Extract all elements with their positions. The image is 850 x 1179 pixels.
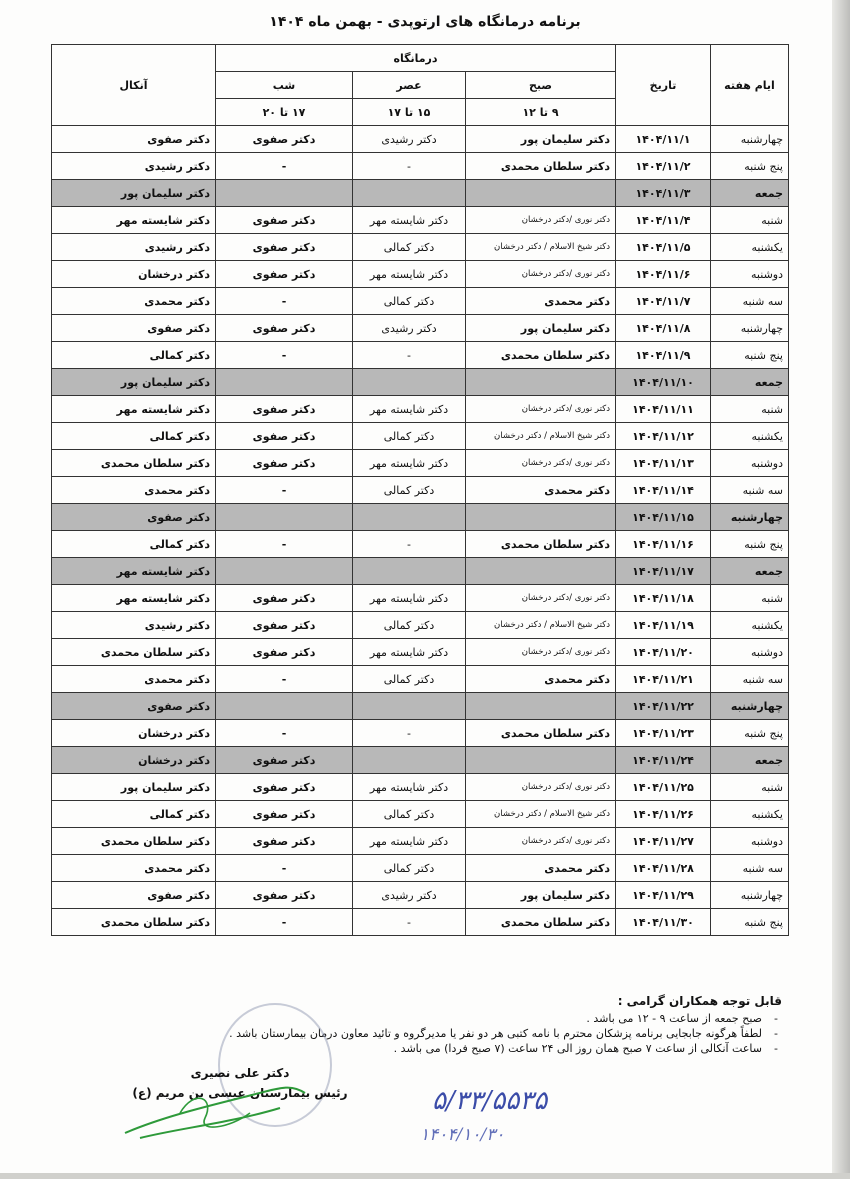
sobh-cell: دکتر سلطان محمدی bbox=[466, 531, 616, 558]
asr-cell: دکتر کمالی bbox=[353, 234, 466, 261]
date-cell: ۱۴۰۴/۱۱/۲۳ bbox=[616, 720, 711, 747]
note-text: ساعت آنکالی از ساعت ۷ صبح همان روز الی ۲۴ ساعت (۷ صبح فردا) می باشد . bbox=[393, 1042, 762, 1055]
sobh-cell: دکتر محمدی bbox=[466, 855, 616, 882]
sobh-cell: دکتر محمدی bbox=[466, 477, 616, 504]
sobh-cell: دکتر نوری /دکتر درخشان bbox=[466, 261, 616, 288]
asr-cell: دکتر کمالی bbox=[353, 666, 466, 693]
date-cell: ۱۴۰۴/۱۱/۲۹ bbox=[616, 882, 711, 909]
table-row bbox=[52, 450, 789, 477]
date-cell: ۱۴۰۴/۱۱/۱۷ bbox=[616, 558, 711, 585]
day-cell: یکشنبه bbox=[711, 423, 789, 450]
day-cell: جمعه bbox=[711, 558, 789, 585]
day-cell: جمعه bbox=[711, 180, 789, 207]
shab-cell: - bbox=[216, 153, 353, 180]
ankal-cell: دکتر صفوی bbox=[52, 315, 216, 342]
table-row bbox=[52, 396, 789, 423]
date-cell: ۱۴۰۴/۱۱/۲۰ bbox=[616, 639, 711, 666]
sobh-cell: دکتر سلطان محمدی bbox=[466, 720, 616, 747]
ankal-cell: دکتر سلطان محمدی bbox=[52, 450, 216, 477]
note-text: صبح جمعه از ساعت ۹ - ۱۲ می باشد . bbox=[586, 1012, 762, 1025]
asr-cell: دکتر شایسته مهر bbox=[353, 828, 466, 855]
handwritten-date: ۱۴۰۴/۱۰/۳۰ bbox=[420, 1125, 505, 1145]
ankal-cell: دکتر شایسته مهر bbox=[52, 207, 216, 234]
ankal-cell: دکتر صفوی bbox=[52, 504, 216, 531]
sobh-cell: دکتر نوری /دکتر درخشان bbox=[466, 207, 616, 234]
ankal-cell: دکتر صفوی bbox=[52, 882, 216, 909]
day-cell: چهارشنبه bbox=[711, 126, 789, 153]
shab-cell: دکتر صفوی bbox=[216, 774, 353, 801]
ankal-cell: دکتر درخشان bbox=[52, 261, 216, 288]
table-row bbox=[52, 801, 789, 828]
day-cell: دوشنبه bbox=[711, 450, 789, 477]
day-cell: سه شنبه bbox=[711, 288, 789, 315]
date-cell: ۱۴۰۴/۱۱/۲۴ bbox=[616, 747, 711, 774]
sobh-cell: دکتر سلیمان پور bbox=[466, 315, 616, 342]
shab-cell: دکتر صفوی bbox=[216, 639, 353, 666]
asr-cell: دکتر رشیدی bbox=[353, 126, 466, 153]
sobh-cell: دکتر نوری /دکتر درخشان bbox=[466, 450, 616, 477]
day-cell: سه شنبه bbox=[711, 666, 789, 693]
ankal-cell: دکتر سلطان محمدی bbox=[52, 639, 216, 666]
sobh-cell: دکتر نوری /دکتر درخشان bbox=[466, 585, 616, 612]
shab-cell: دکتر صفوی bbox=[216, 612, 353, 639]
shab-cell bbox=[216, 693, 353, 720]
asr-cell: دکتر شایسته مهر bbox=[353, 396, 466, 423]
shab-cell: دکتر صفوی bbox=[216, 315, 353, 342]
asr-cell: دکتر کمالی bbox=[353, 477, 466, 504]
asr-cell: - bbox=[353, 531, 466, 558]
day-cell: چهارشنبه bbox=[711, 315, 789, 342]
asr-cell: دکتر شایسته مهر bbox=[353, 450, 466, 477]
ankal-cell: دکتر شایسته مهر bbox=[52, 558, 216, 585]
table-row bbox=[52, 828, 789, 855]
table-row bbox=[52, 666, 789, 693]
table-row bbox=[52, 180, 789, 207]
schedule-rows bbox=[52, 126, 789, 936]
date-cell: ۱۴۰۴/۱۱/۴ bbox=[616, 207, 711, 234]
date-cell: ۱۴۰۴/۱۱/۱۱ bbox=[616, 396, 711, 423]
table-row bbox=[52, 342, 789, 369]
shab-cell bbox=[216, 504, 353, 531]
asr-cell bbox=[353, 693, 466, 720]
day-cell: شنبه bbox=[711, 585, 789, 612]
sobh-cell: دکتر شیخ الاسلام / دکتر درخشان bbox=[466, 612, 616, 639]
header-shab: شب bbox=[216, 72, 353, 99]
sobh-cell: دکتر محمدی bbox=[466, 288, 616, 315]
sobh-cell: دکتر نوری /دکتر درخشان bbox=[466, 828, 616, 855]
asr-cell bbox=[353, 369, 466, 396]
page-edge-shadow bbox=[832, 0, 850, 1179]
ankal-cell: دکتر درخشان bbox=[52, 720, 216, 747]
note-item: - ساعت آنکالی از ساعت ۷ صبح همان روز الی ۲۴ ساعت (۷ صبح فردا) می باشد . bbox=[393, 1042, 778, 1055]
header-asr: عصر bbox=[353, 72, 466, 99]
day-cell: چهارشنبه bbox=[711, 882, 789, 909]
ankal-cell: دکتر صفوی bbox=[52, 693, 216, 720]
table-row bbox=[52, 504, 789, 531]
ankal-cell: دکتر محمدی bbox=[52, 666, 216, 693]
shab-cell: - bbox=[216, 288, 353, 315]
table-row bbox=[52, 693, 789, 720]
header-asr-time: ۱۵ تا ۱۷ bbox=[353, 99, 466, 126]
asr-cell: دکتر کمالی bbox=[353, 612, 466, 639]
day-cell: چهارشنبه bbox=[711, 504, 789, 531]
date-cell: ۱۴۰۴/۱۱/۲۸ bbox=[616, 855, 711, 882]
day-cell: شنبه bbox=[711, 774, 789, 801]
asr-cell: دکتر کمالی bbox=[353, 855, 466, 882]
shab-cell: دکتر صفوی bbox=[216, 585, 353, 612]
note-item: - صبح جمعه از ساعت ۹ - ۱۲ می باشد . bbox=[586, 1012, 778, 1025]
asr-cell: دکتر شایسته مهر bbox=[353, 774, 466, 801]
asr-cell: - bbox=[353, 153, 466, 180]
ankal-cell: دکتر سلطان محمدی bbox=[52, 909, 216, 936]
asr-cell bbox=[353, 558, 466, 585]
day-cell: جمعه bbox=[711, 747, 789, 774]
day-cell: چهارشنبه bbox=[711, 693, 789, 720]
date-cell: ۱۴۰۴/۱۱/۷ bbox=[616, 288, 711, 315]
date-cell: ۱۴۰۴/۱۱/۱۸ bbox=[616, 585, 711, 612]
shab-cell: دکتر صفوی bbox=[216, 450, 353, 477]
table-row bbox=[52, 909, 789, 936]
shab-cell bbox=[216, 369, 353, 396]
ankal-cell: دکتر محمدی bbox=[52, 855, 216, 882]
asr-cell: دکتر رشیدی bbox=[353, 315, 466, 342]
sobh-cell: دکتر شیخ الاسلام / دکتر درخشان bbox=[466, 801, 616, 828]
ankal-cell: دکتر کمالی bbox=[52, 801, 216, 828]
header-sobh: صبح bbox=[466, 72, 616, 99]
signer-name: دکتر علی نصیری bbox=[190, 1066, 290, 1080]
day-cell: دوشنبه bbox=[711, 261, 789, 288]
day-cell: شنبه bbox=[711, 207, 789, 234]
header-shab-time: ۱۷ تا ۲۰ bbox=[216, 99, 353, 126]
signer-role: رئیس بیمارستان عیسی بن مریم (ع) bbox=[132, 1086, 348, 1100]
table-row bbox=[52, 639, 789, 666]
header-sobh-time: ۹ تا ۱۲ bbox=[466, 99, 616, 126]
day-cell: یکشنبه bbox=[711, 612, 789, 639]
table-row bbox=[52, 558, 789, 585]
sobh-cell: دکتر محمدی bbox=[466, 666, 616, 693]
shab-cell: دکتر صفوی bbox=[216, 423, 353, 450]
shab-cell: دکتر صفوی bbox=[216, 261, 353, 288]
day-cell: سه شنبه bbox=[711, 477, 789, 504]
asr-cell: - bbox=[353, 342, 466, 369]
note-item: - لطفاً هرگونه جابجایی برنامه پزشکان محترم با نامه کتبی هر دو نفر یا مدیرگروه و تائید معاون درمان بیمارستان باشد . bbox=[229, 1027, 778, 1040]
shab-cell: - bbox=[216, 720, 353, 747]
date-cell: ۱۴۰۴/۱۱/۲۷ bbox=[616, 828, 711, 855]
table-row bbox=[52, 126, 789, 153]
day-cell: دوشنبه bbox=[711, 639, 789, 666]
date-cell: ۱۴۰۴/۱۱/۱۵ bbox=[616, 504, 711, 531]
date-cell: ۱۴۰۴/۱۱/۸ bbox=[616, 315, 711, 342]
asr-cell: دکتر کمالی bbox=[353, 801, 466, 828]
sobh-cell: دکتر شیخ الاسلام / دکتر درخشان bbox=[466, 234, 616, 261]
sobh-cell bbox=[466, 504, 616, 531]
ankal-cell: دکتر سلیمان پور bbox=[52, 369, 216, 396]
day-cell: یکشنبه bbox=[711, 801, 789, 828]
ankal-cell: دکتر سلیمان پور bbox=[52, 180, 216, 207]
sobh-cell: دکتر نوری /دکتر درخشان bbox=[466, 396, 616, 423]
shab-cell: - bbox=[216, 666, 353, 693]
date-cell: ۱۴۰۴/۱۱/۲۲ bbox=[616, 693, 711, 720]
sobh-cell: دکتر سلطان محمدی bbox=[466, 909, 616, 936]
sobh-cell bbox=[466, 747, 616, 774]
ankal-cell: دکتر سلطان محمدی bbox=[52, 828, 216, 855]
header-date: تاریخ bbox=[616, 45, 711, 126]
ankal-cell: دکتر رشیدی bbox=[52, 612, 216, 639]
table-row bbox=[52, 207, 789, 234]
ankal-cell: دکتر رشیدی bbox=[52, 153, 216, 180]
asr-cell: دکتر شایسته مهر bbox=[353, 261, 466, 288]
table-row bbox=[52, 882, 789, 909]
shab-cell: - bbox=[216, 342, 353, 369]
sobh-cell: دکتر سلیمان پور bbox=[466, 126, 616, 153]
shab-cell: - bbox=[216, 531, 353, 558]
day-cell: یکشنبه bbox=[711, 234, 789, 261]
table-row bbox=[52, 261, 789, 288]
shab-cell: - bbox=[216, 909, 353, 936]
date-cell: ۱۴۰۴/۱۱/۶ bbox=[616, 261, 711, 288]
shab-cell: دکتر صفوی bbox=[216, 207, 353, 234]
asr-cell: دکتر کمالی bbox=[353, 288, 466, 315]
header-clinic: درمانگاه bbox=[216, 45, 616, 72]
table-row bbox=[52, 234, 789, 261]
sobh-cell bbox=[466, 369, 616, 396]
shab-cell: دکتر صفوی bbox=[216, 126, 353, 153]
page-edge-bottom bbox=[0, 1173, 850, 1179]
sobh-cell: دکتر شیخ الاسلام / دکتر درخشان bbox=[466, 423, 616, 450]
sobh-cell bbox=[466, 558, 616, 585]
schedule-table bbox=[51, 44, 789, 936]
shab-cell: دکتر صفوی bbox=[216, 828, 353, 855]
day-cell: پنج شنبه bbox=[711, 342, 789, 369]
shab-cell: - bbox=[216, 477, 353, 504]
notes-heading: قابل توجه همکاران گرامی : bbox=[617, 994, 782, 1008]
ankal-cell: دکتر محمدی bbox=[52, 288, 216, 315]
date-cell: ۱۴۰۴/۱۱/۱۹ bbox=[616, 612, 711, 639]
day-cell: پنج شنبه bbox=[711, 720, 789, 747]
ankal-cell: دکتر درخشان bbox=[52, 747, 216, 774]
table-row bbox=[52, 531, 789, 558]
shab-cell: دکتر صفوی bbox=[216, 801, 353, 828]
day-cell: جمعه bbox=[711, 369, 789, 396]
shab-cell: دکتر صفوی bbox=[216, 747, 353, 774]
day-cell: شنبه bbox=[711, 396, 789, 423]
ankal-cell: دکتر کمالی bbox=[52, 342, 216, 369]
date-cell: ۱۴۰۴/۱۱/۱۳ bbox=[616, 450, 711, 477]
table-row bbox=[52, 720, 789, 747]
table-row bbox=[52, 612, 789, 639]
table-row bbox=[52, 369, 789, 396]
date-cell: ۱۴۰۴/۱۱/۲۶ bbox=[616, 801, 711, 828]
day-cell: پنج شنبه bbox=[711, 531, 789, 558]
shab-cell: دکتر صفوی bbox=[216, 234, 353, 261]
ankal-cell: دکتر سلیمان پور bbox=[52, 774, 216, 801]
handwritten-number: ۵/۳۳/۵۵۳۵ bbox=[432, 1086, 548, 1116]
asr-cell: - bbox=[353, 909, 466, 936]
asr-cell bbox=[353, 747, 466, 774]
date-cell: ۱۴۰۴/۱۱/۱۲ bbox=[616, 423, 711, 450]
date-cell: ۱۴۰۴/۱۱/۵ bbox=[616, 234, 711, 261]
table-row bbox=[52, 153, 789, 180]
date-cell: ۱۴۰۴/۱۱/۱۴ bbox=[616, 477, 711, 504]
table-row bbox=[52, 288, 789, 315]
ankal-cell: دکتر کمالی bbox=[52, 423, 216, 450]
date-cell: ۱۴۰۴/۱۱/۲۱ bbox=[616, 666, 711, 693]
table-row bbox=[52, 477, 789, 504]
date-cell: ۱۴۰۴/۱۱/۳۰ bbox=[616, 909, 711, 936]
handwritten-signature bbox=[120, 1078, 310, 1148]
ankal-cell: دکتر شایسته مهر bbox=[52, 396, 216, 423]
shab-cell: دکتر صفوی bbox=[216, 882, 353, 909]
sobh-cell: دکتر نوری /دکتر درخشان bbox=[466, 639, 616, 666]
date-cell: ۱۴۰۴/۱۱/۱ bbox=[616, 126, 711, 153]
date-cell: ۱۴۰۴/۱۱/۱۶ bbox=[616, 531, 711, 558]
table-row bbox=[52, 315, 789, 342]
page-title: برنامه درمانگاه های ارتوپدی - بهمن ماه ۱۴۰۴ bbox=[269, 14, 581, 30]
header-ankal: آنکال bbox=[52, 45, 216, 126]
shab-cell: دکتر صفوی bbox=[216, 396, 353, 423]
table-row bbox=[52, 423, 789, 450]
table-row bbox=[52, 774, 789, 801]
table-row bbox=[52, 585, 789, 612]
date-cell: ۱۴۰۴/۱۱/۹ bbox=[616, 342, 711, 369]
date-cell: ۱۴۰۴/۱۱/۲۵ bbox=[616, 774, 711, 801]
asr-cell bbox=[353, 504, 466, 531]
ankal-cell: دکتر کمالی bbox=[52, 531, 216, 558]
day-cell: پنج شنبه bbox=[711, 153, 789, 180]
shab-cell bbox=[216, 180, 353, 207]
asr-cell: دکتر شایسته مهر bbox=[353, 585, 466, 612]
asr-cell bbox=[353, 180, 466, 207]
day-cell: دوشنبه bbox=[711, 828, 789, 855]
ankal-cell: دکتر رشیدی bbox=[52, 234, 216, 261]
ankal-cell: دکتر محمدی bbox=[52, 477, 216, 504]
sobh-cell: دکتر نوری /دکتر درخشان bbox=[466, 774, 616, 801]
table-row bbox=[52, 855, 789, 882]
shab-cell bbox=[216, 558, 353, 585]
day-cell: سه شنبه bbox=[711, 855, 789, 882]
asr-cell: دکتر شایسته مهر bbox=[353, 639, 466, 666]
sobh-cell: دکتر سلیمان پور bbox=[466, 882, 616, 909]
note-text: لطفاً هرگونه جابجایی برنامه پزشکان محترم با نامه کتبی هر دو نفر یا مدیرگروه و تائید معاون درمان بیمارستان باشد . bbox=[229, 1027, 762, 1040]
day-cell: پنج شنبه bbox=[711, 909, 789, 936]
date-cell: ۱۴۰۴/۱۱/۲ bbox=[616, 153, 711, 180]
header-day: ایام هفته bbox=[711, 45, 789, 126]
shab-cell: - bbox=[216, 855, 353, 882]
date-cell: ۱۴۰۴/۱۱/۱۰ bbox=[616, 369, 711, 396]
sobh-cell: دکتر سلطان محمدی bbox=[466, 153, 616, 180]
table-row bbox=[52, 747, 789, 774]
ankal-cell: دکتر شایسته مهر bbox=[52, 585, 216, 612]
sobh-cell bbox=[466, 180, 616, 207]
asr-cell: - bbox=[353, 720, 466, 747]
date-cell: ۱۴۰۴/۱۱/۳ bbox=[616, 180, 711, 207]
sobh-cell bbox=[466, 693, 616, 720]
asr-cell: دکتر رشیدی bbox=[353, 882, 466, 909]
ankal-cell: دکتر صفوی bbox=[52, 126, 216, 153]
asr-cell: دکتر کمالی bbox=[353, 423, 466, 450]
sobh-cell: دکتر سلطان محمدی bbox=[466, 342, 616, 369]
asr-cell: دکتر شایسته مهر bbox=[353, 207, 466, 234]
